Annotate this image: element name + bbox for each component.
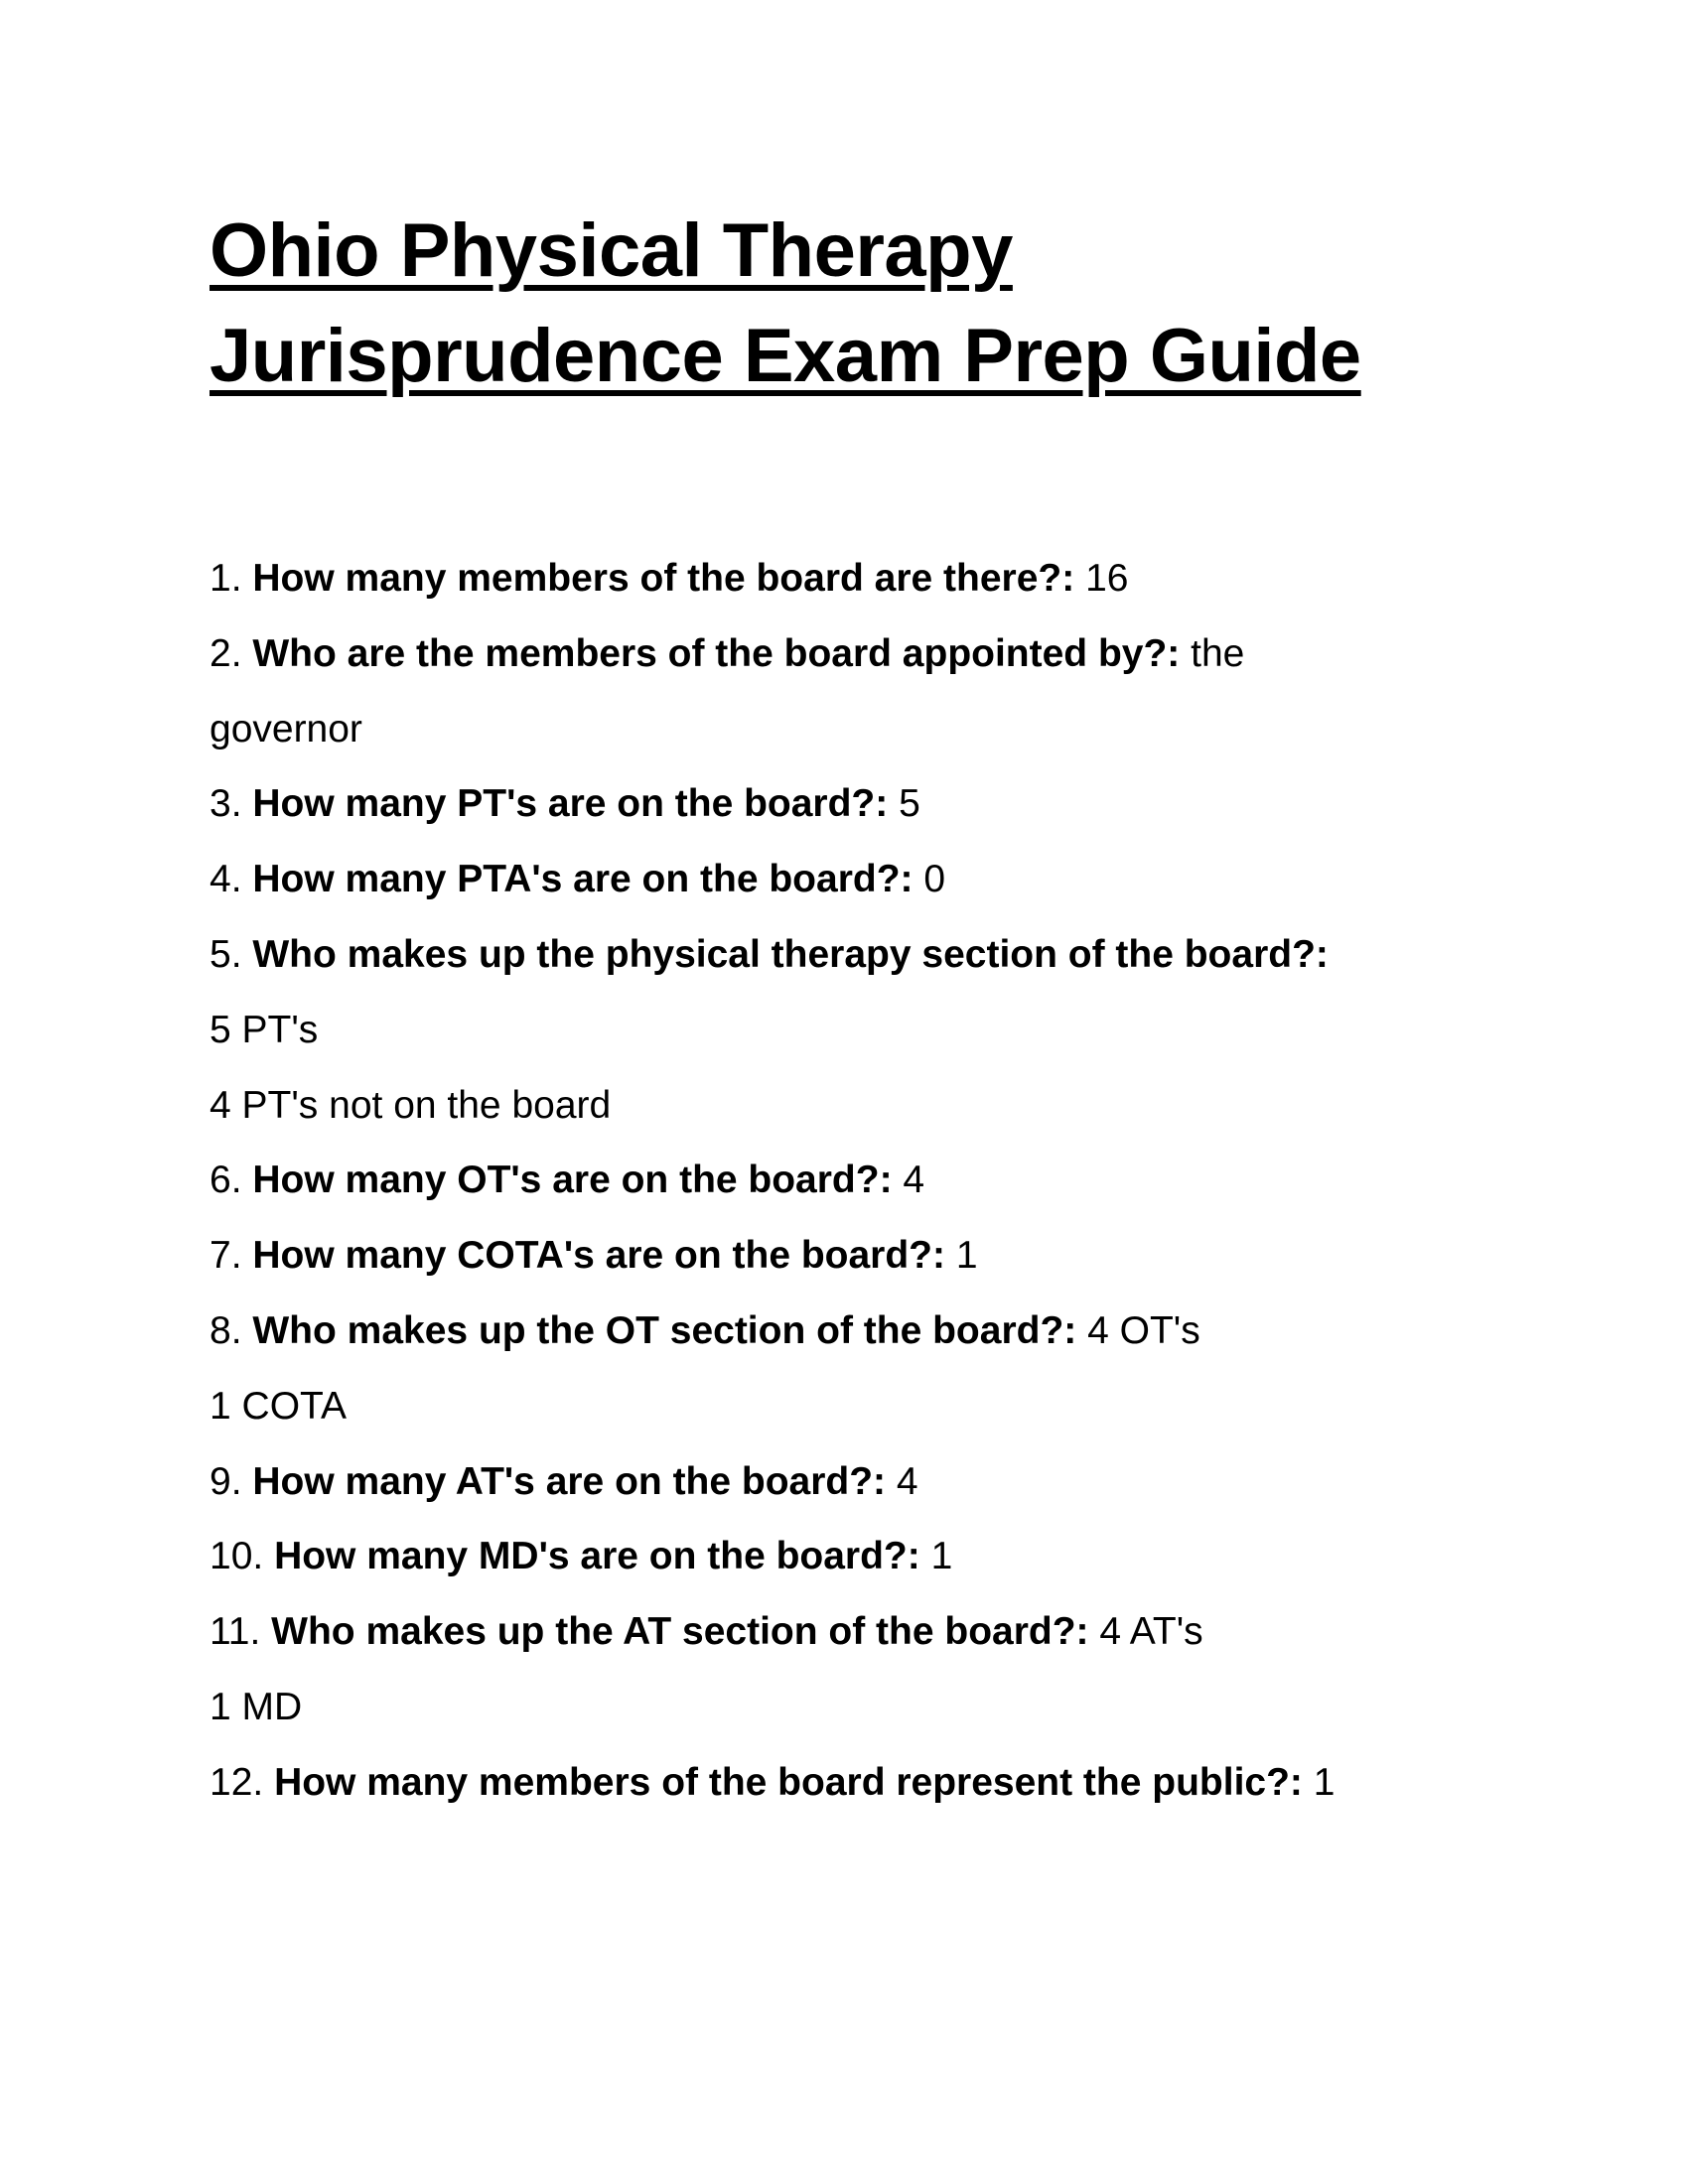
item-number: 10.	[210, 1535, 264, 1578]
list-item	[210, 541, 1500, 616]
item-number: 4.	[210, 858, 242, 901]
item-answer: 1	[955, 1234, 978, 1278]
document-title	[210, 199, 1361, 409]
item-number: 1.	[210, 557, 242, 600]
item-answer: 5	[899, 782, 920, 826]
item-question: Who makes up the OT section of the board?:	[252, 1308, 1077, 1352]
list-item	[210, 1444, 1500, 1520]
item-question: How many MD's are on the board?:	[274, 1535, 920, 1578]
title-line-1: Ohio Physical Therapy	[210, 208, 1013, 293]
item-answer: 1 MD	[210, 1685, 303, 1728]
item-number: 5.	[210, 932, 242, 976]
list-item	[210, 1745, 1500, 1821]
item-answer: 4 AT's	[1099, 1610, 1203, 1654]
item-number: 12.	[210, 1760, 264, 1804]
list-item	[210, 842, 1500, 917]
item-number: 3.	[210, 782, 242, 826]
answer-continuation	[210, 1670, 1500, 1745]
title-line-2: Jurisprudence Exam Prep Guide	[210, 314, 1361, 398]
item-question: How many members of the board are there?:	[252, 557, 1075, 600]
list-item	[210, 1594, 1500, 1670]
list-item	[210, 917, 1500, 993]
answer-continuation	[210, 1068, 1500, 1144]
list-item	[210, 766, 1500, 842]
item-question: Who makes up the AT section of the board?:	[271, 1610, 1089, 1654]
list-item	[210, 1218, 1500, 1294]
item-answer: governor	[210, 707, 362, 751]
answer-continuation	[210, 993, 1500, 1068]
item-question: Who are the members of the board appointed by?:	[252, 631, 1181, 675]
item-question: How many PT's are on the board?:	[252, 782, 889, 826]
item-answer: 16	[1085, 557, 1129, 600]
list-item	[210, 1143, 1500, 1218]
item-number: 11.	[210, 1610, 261, 1654]
item-number: 9.	[210, 1459, 242, 1503]
item-answer: the	[1191, 631, 1245, 675]
list-item	[210, 616, 1500, 692]
question-list	[210, 541, 1500, 1821]
item-answer: 1	[930, 1535, 953, 1578]
item-answer: 0	[923, 858, 946, 901]
item-number: 7.	[210, 1234, 242, 1278]
item-question: Who makes up the physical therapy section of the board?:	[252, 932, 1329, 976]
item-answer: 5 PT's	[210, 1008, 319, 1051]
item-answer: 4 PT's not on the board	[210, 1083, 612, 1127]
item-answer: 4 OT's	[1087, 1308, 1200, 1352]
item-answer: 4	[903, 1159, 925, 1202]
item-question: How many AT's are on the board?:	[252, 1459, 887, 1503]
item-number: 6.	[210, 1159, 242, 1202]
answer-continuation	[210, 692, 1500, 767]
item-question: How many OT's are on the board?:	[252, 1159, 893, 1202]
item-question: How many PTA's are on the board?:	[252, 858, 914, 901]
list-item	[210, 1294, 1500, 1369]
item-question: How many COTA's are on the board?:	[252, 1234, 945, 1278]
list-item	[210, 1519, 1500, 1594]
item-question: How many members of the board represent the public?:	[274, 1760, 1303, 1804]
item-answer: 4	[896, 1459, 918, 1503]
item-answer: 1	[1313, 1760, 1336, 1804]
item-answer: 1 COTA	[210, 1384, 347, 1428]
answer-continuation	[210, 1369, 1500, 1444]
item-number: 8.	[210, 1308, 242, 1352]
item-number: 2.	[210, 631, 242, 675]
